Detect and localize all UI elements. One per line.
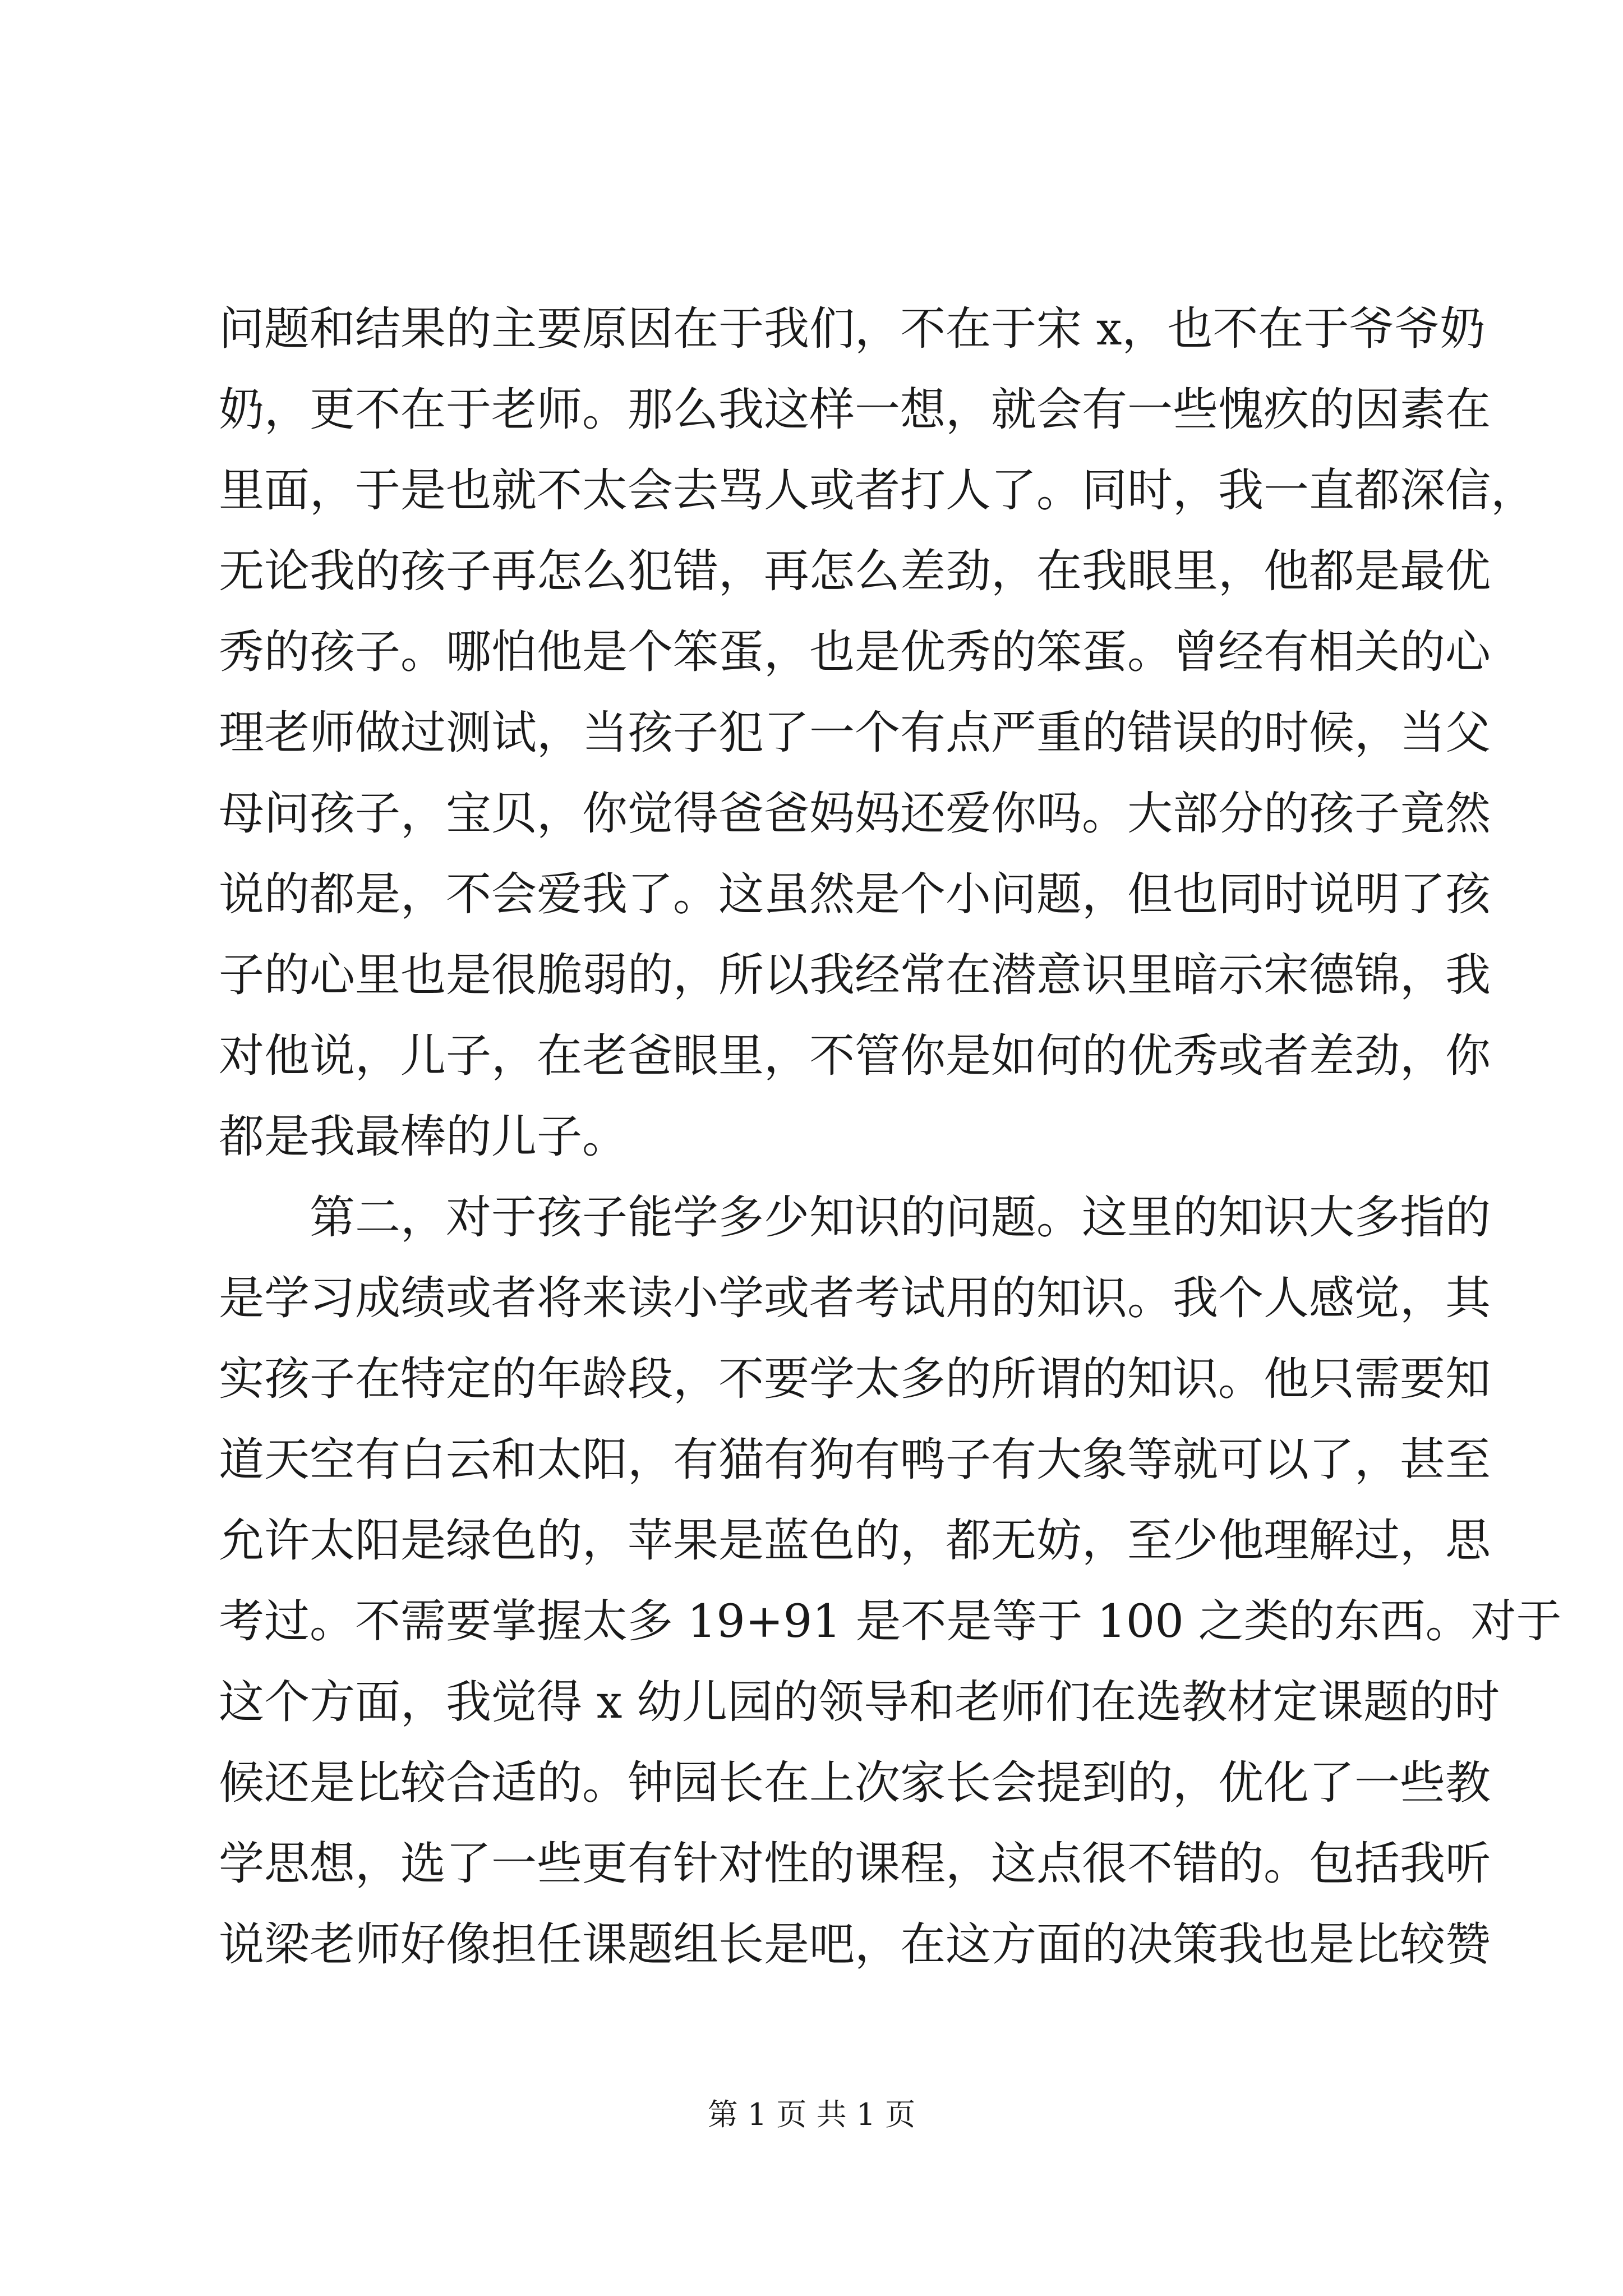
text-line: 子的心里也是很脆弱的，所以我经常在潜意识里暗示宋德锦，我 xyxy=(219,949,1491,1002)
document-body xyxy=(219,289,1562,1985)
text-line: 是学习成绩或者将来读小学或者考试用的知识。我个人感觉，其 xyxy=(219,1272,1491,1325)
text-line: 说的都是，不会爱我了。这虽然是个小问题，但也同时说明了孩 xyxy=(219,868,1491,921)
text-line: 无论我的孩子再怎么犯错，再怎么差劲，在我眼里，他都是最优 xyxy=(219,545,1491,598)
page-number-footer: 第 1 页 共 1 页 xyxy=(707,2097,916,2132)
text-line: 理老师做过测试，当孩子犯了一个有点严重的错误的时候，当父 xyxy=(219,707,1491,760)
text-line: 候还是比较合适的。钟园长在上次家长会提到的，优化了一些教 xyxy=(219,1757,1491,1810)
text-line: 允许太阳是绿色的，苹果是蓝色的，都无妨，至少他理解过，思 xyxy=(219,1515,1491,1567)
paragraph-1 xyxy=(219,289,1537,1177)
text-line: 奶，更不在于老师。那么我这样一想，就会有一些愧疚的因素在 xyxy=(219,384,1491,436)
text-line: 里面，于是也就不太会去骂人或者打人了。同时，我一直都深信， xyxy=(219,464,1537,517)
text-line: 对他说，儿子，在老爸眼里，不管你是如何的优秀或者差劲，你 xyxy=(219,1030,1491,1083)
text-line: 母问孩子，宝贝，你觉得爸爸妈妈还爱你吗。大部分的孩子竟然 xyxy=(219,788,1491,840)
text-line: 这个方面，我觉得 x 幼儿园的领导和老师们在选教材定课题的时 xyxy=(219,1676,1500,1729)
text-line: 都是我最棒的儿子。 xyxy=(219,1111,628,1163)
text-line: 说梁老师好像担任课题组长是吧，在这方面的决策我也是比较赞 xyxy=(219,1918,1491,1971)
text-line: 问题和结果的主要原因在于我们，不在于宋 x，也不在于爷爷奶 xyxy=(219,303,1486,356)
paragraph-2 xyxy=(219,1177,1562,1985)
text-line: 道天空有白云和太阳，有猫有狗有鸭子有大象等就可以了，甚至 xyxy=(219,1434,1491,1487)
text-line: 秀的孩子。哪怕他是个笨蛋，也是优秀的笨蛋。曾经有相关的心 xyxy=(219,626,1491,679)
text-line: 学思想，选了一些更有针对性的课程，这点很不错的。包括我听 xyxy=(219,1838,1491,1890)
text-line: 实孩子在特定的年龄段，不要学太多的所谓的知识。他只需要知 xyxy=(219,1353,1491,1406)
text-line: 第二，对于孩子能学多少知识的问题。这里的知识大多指的 xyxy=(310,1191,1491,1244)
text-line: 考过。不需要掌握太多 19+91 是不是等于 100 之类的东西。对于 xyxy=(219,1595,1562,1648)
